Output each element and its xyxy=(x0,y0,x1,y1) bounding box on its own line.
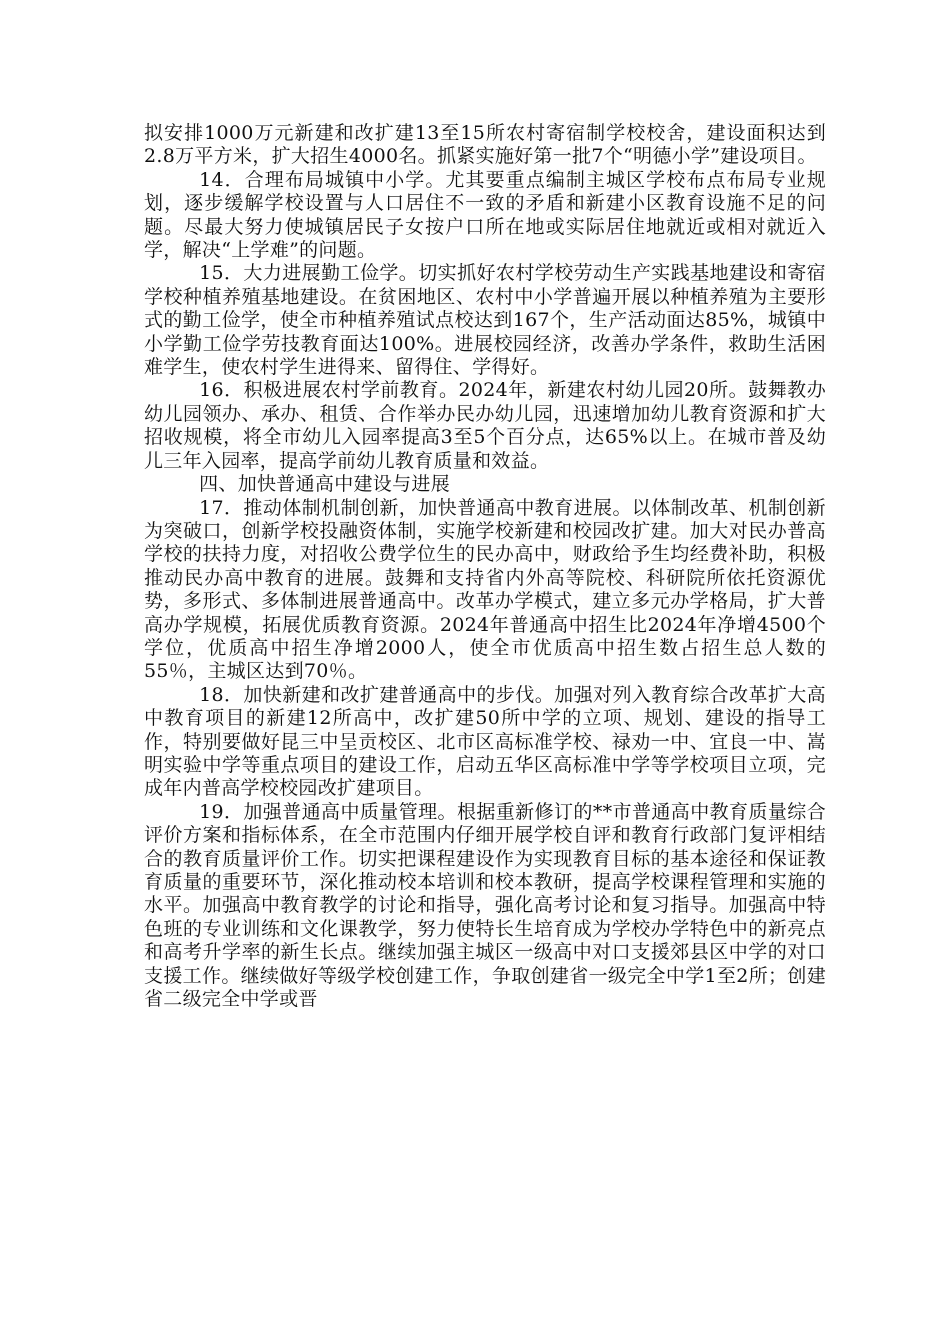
paragraph-item-16: 16．积极进展农村学前教育。2024年，新建农村幼儿园20所。鼓舞教办幼儿园领办、承办、租赁、合作举办民办幼儿园，迅速增加幼儿教育资源和扩大招收规模，将全市幼儿入园率提高3至5个百分点，达65%以上。在城市普及幼儿三年入园率，提高学前幼儿教育质量和效益。 xyxy=(144,379,826,472)
paragraph-item-14: 14．合理布局城镇中小学。尤其要重点编制主城区学校布点布局专业规划，逐步缓解学校设置与人口居住不一致的矛盾和新建小区教育设施不足的问题。尽最大努力使城镇居民子女按户口所在地或实际居住地就近或相对就近入学，解决“上学难”的问题。 xyxy=(144,168,826,262)
paragraph-item-18: 18．加快新建和改扩建普通高中的步伐。加强对列入教育综合改革扩大高中教育项目的新建12所高中，改扩建50所中学的立项、规划、建设的指导工作，特别要做好昆三中呈贡校区、北市区高标准学校、禄劝一中、宜良一中、嵩明实验中学等重点项目的建设工作，启动五华区高标准中学等学校项目立项，完成年内普高学校校园改扩建项目。 xyxy=(144,683,826,800)
paragraph-item-15: 15．大力进展勤工俭学。切实抓好农村学校劳动生产实践基地建设和寄宿学校种植养殖基地建设。在贫困地区、农村中小学普遍开展以种植养殖为主要形式的勤工俭学，使全市种植养殖试点校达到167个，生产活动面达85%，城镇中小学勤工俭学劳技教育面达100%。进展校园经济，改善办学条件，救助生活困难学生，使农村学生进得来、留得住、学得好。 xyxy=(144,262,826,379)
document-page xyxy=(144,122,826,1011)
paragraph-item-17: 17．推动体制机制创新，加快普通高中教育进展。以体制改革、机制创新为突破口，创新学校投融资体制，实施学校新建和校园改扩建。加大对民办普高学校的扶持力度，对招收公费学位生的民办高中，财政给予生均经费补助，积极推动民办高中教育的进展。鼓舞和支持省内外高等院校、科研院所依托资源优势，多形式、多体制进展普通高中。改革办学模式，建立多元办学格局，扩大普高办学规模，拓展优质教育资源。2024年普通高中招生比2024年净增4500个学位，优质高中招生净增2000人，使全市优质高中招生数占招生总人数的55％，主城区达到70％。 xyxy=(144,496,826,683)
section-heading: 四、加快普通高中建设与进展 xyxy=(199,473,450,496)
paragraph-continuation: 拟安排1000万元新建和改扩建13至15所农村寄宿制学校校舍，建设面积达到2.8万平方米，扩大招生4000名。抓紧实施好第一批7个“明德小学”建设项目。 xyxy=(144,122,826,168)
paragraph-item-19: 19．加强普通高中质量管理。根据重新修订的**市普通高中教育质量综合评价方案和指标体系，在全市范围内仔细开展学校自评和教育行政部门复评相结合的教育质量评价工作。切实把课程建设作为实现教育目标的基本途径和保证教育质量的重要环节，深化推动校本培训和校本教研，提高学校课程管理和实施的水平。加强高中教育教学的讨论和指导，强化高考讨论和复习指导。加强高中特色班的专业训练和文化课教学，努力使特长生培育成为学校办学特色中的新亮点和高考升学率的新生长点。继续加强主城区一级高中对口支援郊县区中学的对口支援工作。继续做好等级学校创建工作，争取创建省一级完全中学1至2所；创建省二级完全中学或晋 xyxy=(144,800,826,1011)
